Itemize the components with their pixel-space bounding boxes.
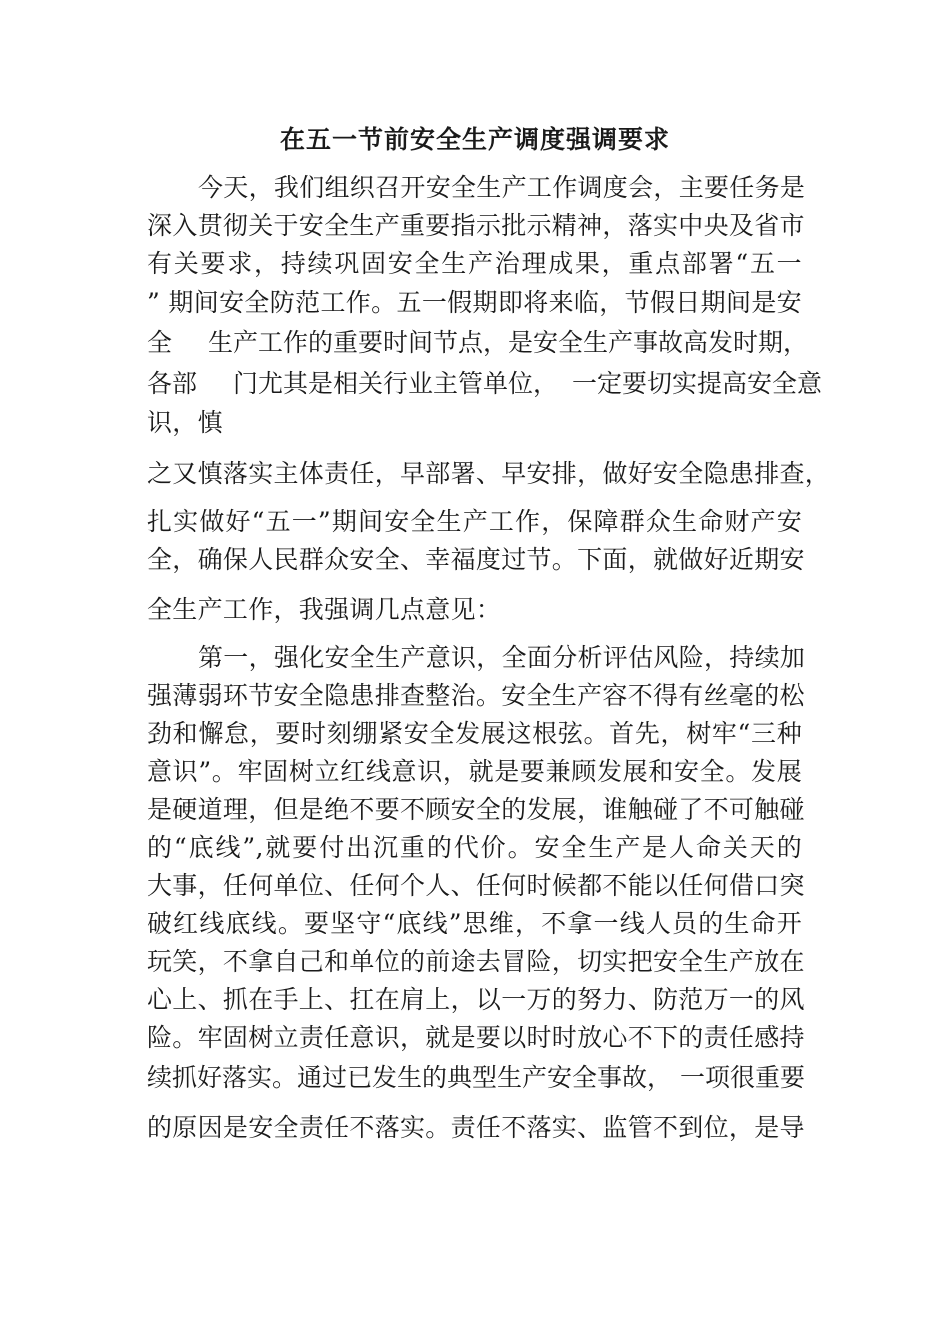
paragraph-3-line-4: 意识”。牢固树立红线意识，就是要兼顾发展和安全。发展	[147, 757, 802, 786]
paragraph-3-line-9: 玩笑，不拿自己和单位的前途去冒险，切实把安全生产放在	[147, 947, 805, 976]
paragraph-1-line-4: ” 期间安全防范工作。五一假期即将来临，节假日期间是安	[147, 288, 802, 317]
paragraph-1-line-6-start: 各部	[147, 369, 198, 398]
paragraph-3-line-12-start: 续抓好落实。通过已发生的典型生产安全事故，	[147, 1063, 673, 1092]
paragraph-1-line-2: 深入贯彻关于安全生产重要指示批示精神，落实中央及省市	[147, 211, 805, 240]
paragraph-3-line-1: 第一，强化安全生产意识，全面分析评估风险，持续加	[198, 643, 806, 672]
paragraph-3-line-3: 劲和懈怠，要时刻绷紧安全发展这根弦。首先，树牢“三种	[147, 719, 802, 748]
paragraph-1-line-7: 识，慎	[147, 408, 223, 437]
paragraph-3-line-11: 险。牢固树立责任意识，就是要以时时放心不下的责任感持	[147, 1023, 805, 1052]
paragraph-1-line-1: 今天，我们组织召开安全生产工作调度会，主要任务是	[198, 173, 806, 202]
paragraph-3-line-13: 的原因是安全责任不落实。责任不落实、监管不到位，是导	[147, 1113, 805, 1142]
paragraph-1-line-3: 有关要求，持续巩固安全生产治理成果，重点部署“五一	[147, 249, 802, 278]
paragraph-3-line-8: 破红线底线。要坚守“底线”思维，不拿一线人员的生命开	[147, 909, 802, 938]
paragraph-3-line-10: 心上、抓在手上、扛在肩上，以一万的努力、防范万一的风	[147, 985, 805, 1014]
paragraph-2-line-3: 全，确保人民群众安全、幸福度过节。下面，就做好近期安	[147, 545, 805, 574]
paragraph-3-line-6: 的“底线”,就要付出沉重的代价。安全生产是人命关天的	[147, 833, 802, 862]
paragraph-1-line-5-start: 全	[147, 328, 173, 357]
paragraph-3-line-12-end: 一项很重要	[680, 1063, 806, 1092]
paragraph-3-line-7: 大事，任何单位、任何个人、任何时候都不能以任何借口突	[147, 871, 805, 900]
document-title: 在五一节前安全生产调度强调要求	[279, 125, 670, 154]
paragraph-1-line-5-end: 生产工作的重要时间节点，是安全生产事故高发时期，	[208, 328, 809, 357]
paragraph-2-line-1: 之又慎落实主体责任，早部署、早安排，做好安全隐患排查，	[147, 459, 831, 488]
paragraph-2-line-4: 全生产工作，我强调几点意见：	[147, 595, 502, 624]
paragraph-3-line-5: 是硬道理，但是绝不要不顾安全的发展，谁触碰了不可触碰	[147, 795, 805, 824]
paragraph-2-line-2: 扎实做好“五一”期间安全生产工作，保障群众生命财产安	[147, 507, 802, 536]
paragraph-1-line-6-middle: 门尤其是相关行业主管单位，	[233, 369, 559, 398]
paragraph-3-line-2: 强薄弱环节安全隐患排查整治。安全生产容不得有丝毫的松	[147, 681, 805, 710]
paragraph-1-line-6-end: 一定要切实提高安全意	[572, 369, 823, 398]
